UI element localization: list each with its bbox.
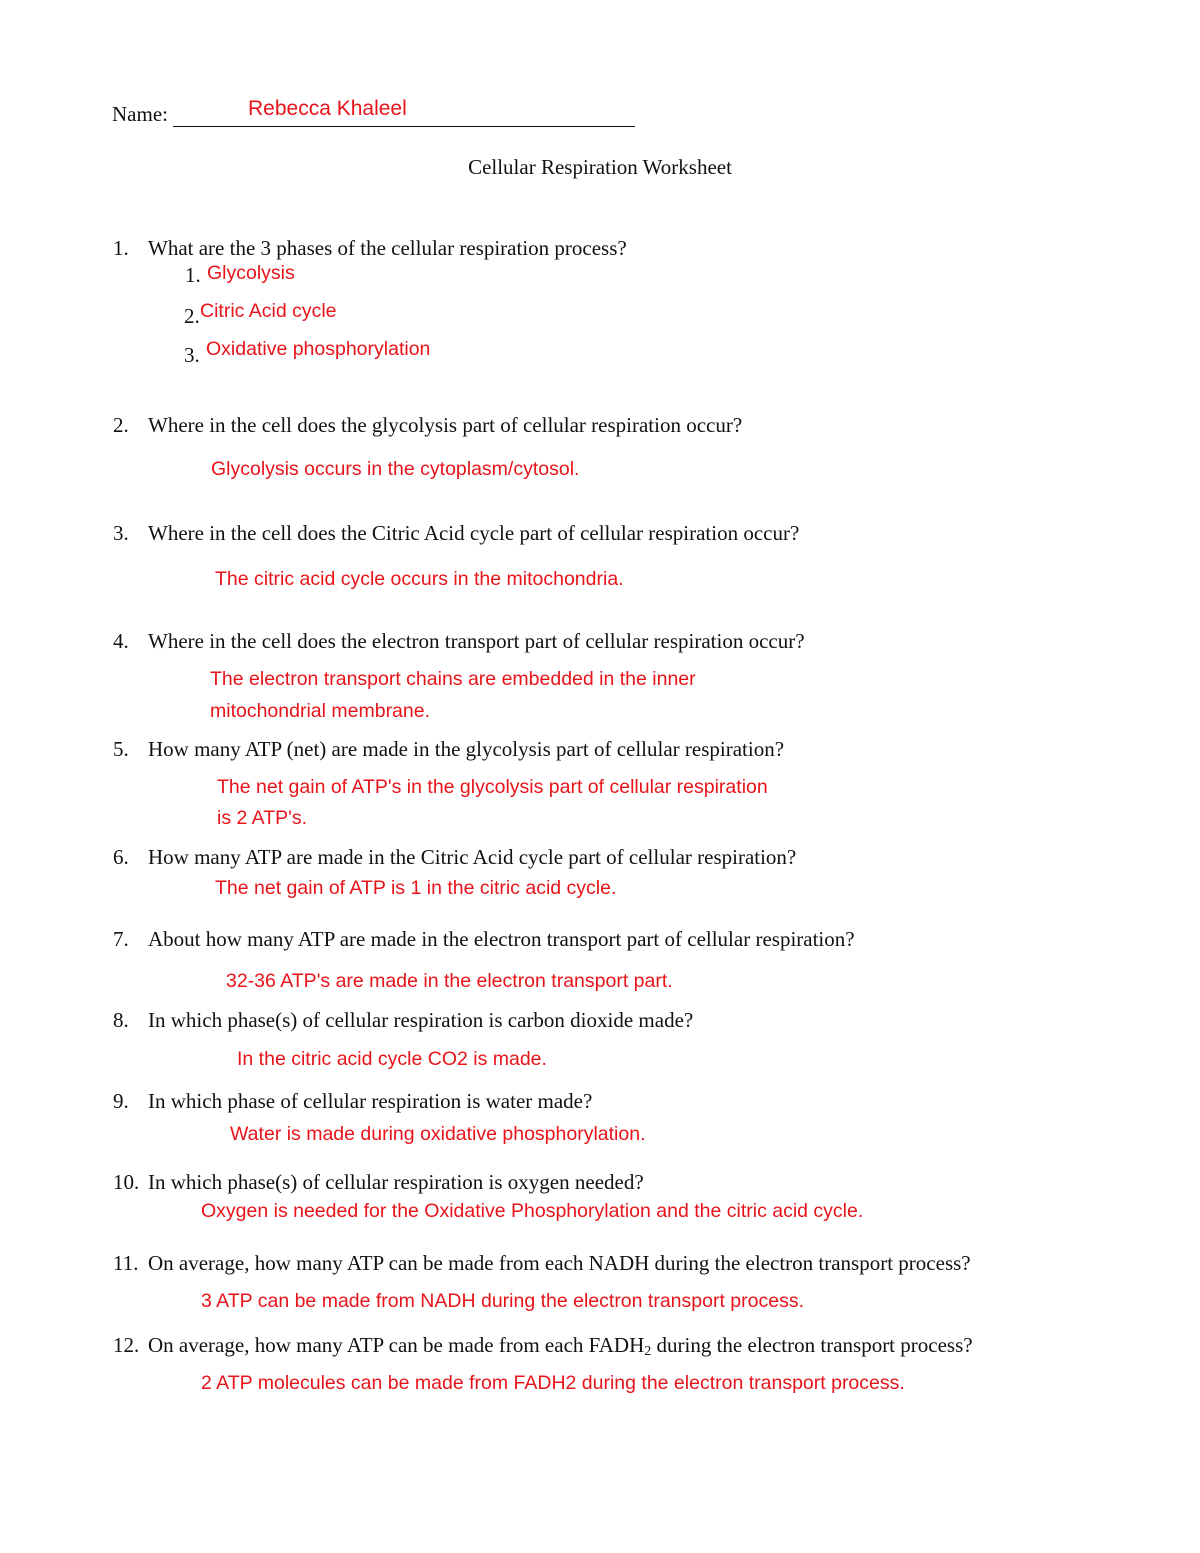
answer-text[interactable]: Water is made during oxidative phosphorylation. xyxy=(230,1123,646,1145)
question-text-part: On average, how many ATP can be made from each FADH xyxy=(148,1333,645,1357)
answer-text[interactable]: 2 ATP molecules can be made from FADH2 during the electron transport process. xyxy=(201,1372,905,1394)
answer-text[interactable]: Glycolysis xyxy=(207,262,295,284)
question-number: 3. xyxy=(113,521,129,545)
answer-text[interactable]: Oxidative phosphorylation xyxy=(206,338,431,360)
answer-text[interactable]: The net gain of ATP is 1 in the citric acid cycle. xyxy=(215,877,617,899)
answer-text[interactable]: Citric Acid cycle xyxy=(200,300,337,322)
question-number: 9. xyxy=(113,1089,129,1113)
subscript-2: 2 xyxy=(644,1344,652,1359)
question-text: How many ATP (net) are made in the glycolysis part of cellular respiration? xyxy=(148,737,785,761)
question-number: 10. xyxy=(113,1170,140,1194)
answer-text[interactable]: The net gain of ATP's in the glycolysis part of cellular respiration xyxy=(217,776,768,798)
question-text-part: during the electron transport process? xyxy=(651,1333,973,1357)
sub-number: 3. xyxy=(184,343,200,367)
question-number: 6. xyxy=(113,845,129,869)
question-text: Where in the cell does the glycolysis part of cellular respiration occur? xyxy=(148,413,743,437)
question-text: About how many ATP are made in the electron transport part of cellular respiration? xyxy=(148,927,855,951)
answer-text[interactable]: 32-36 ATP's are made in the electron transport part. xyxy=(226,970,673,992)
answer-text[interactable]: is 2 ATP's. xyxy=(217,807,308,829)
question-text: What are the 3 phases of the cellular respiration process? xyxy=(148,236,627,260)
answer-text[interactable]: The electron transport chains are embedded in the inner xyxy=(210,668,696,690)
answer-text[interactable]: 3 ATP can be made from NADH during the electron transport process. xyxy=(201,1290,804,1312)
question-number: 4. xyxy=(113,629,129,653)
answer-text[interactable]: Glycolysis occurs in the cytoplasm/cytosol. xyxy=(211,458,580,480)
question-text: In which phase(s) of cellular respiration is oxygen needed? xyxy=(148,1170,644,1194)
name-label: Name: xyxy=(112,102,168,126)
question-text: In which phase of cellular respiration is water made? xyxy=(148,1089,593,1113)
question-text xyxy=(148,1333,973,1360)
answer-text[interactable]: mitochondrial membrane. xyxy=(210,700,431,722)
question-number: 2. xyxy=(113,413,129,437)
question-number: 7. xyxy=(113,927,129,951)
name-underline xyxy=(173,126,635,127)
sub-number: 1. xyxy=(185,263,201,287)
question-number: 11. xyxy=(113,1251,139,1275)
student-name[interactable]: Rebecca Khaleel xyxy=(248,97,407,120)
sub-number: 2. xyxy=(184,304,200,328)
page-title: Cellular Respiration Worksheet xyxy=(468,155,732,179)
question-text: How many ATP are made in the Citric Acid cycle part of cellular respiration? xyxy=(148,845,797,869)
answer-text[interactable]: In the citric acid cycle CO2 is made. xyxy=(237,1048,547,1070)
answer-text[interactable]: The citric acid cycle occurs in the mitochondria. xyxy=(215,568,624,590)
question-number: 1. xyxy=(113,236,129,260)
answer-text[interactable]: Oxygen is needed for the Oxidative Phosphorylation and the citric acid cycle. xyxy=(201,1200,864,1222)
question-number: 12. xyxy=(113,1333,140,1357)
question-text: Where in the cell does the Citric Acid cycle part of cellular respiration occur? xyxy=(148,521,800,545)
question-number: 8. xyxy=(113,1008,129,1032)
question-text: On average, how many ATP can be made from each NADH during the electron transport process? xyxy=(148,1251,971,1275)
question-text: Where in the cell does the electron transport part of cellular respiration occur? xyxy=(148,629,805,653)
question-number: 5. xyxy=(113,737,129,761)
question-text: In which phase(s) of cellular respiration is carbon dioxide made? xyxy=(148,1008,694,1032)
